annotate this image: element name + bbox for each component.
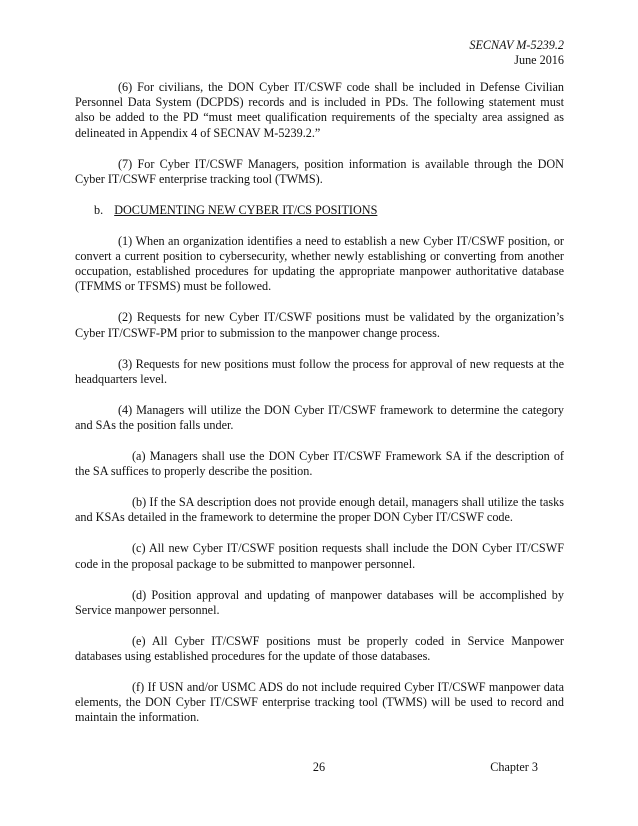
subparagraph-e: (e) All Cyber IT/CSWF positions must be properly coded in Service Manpower databases using established procedures for the update of those databases. [75,633,564,664]
section-b-heading [75,203,564,218]
subparagraph-c: (c) All new Cyber IT/CSWF position requests shall include the DON Cyber IT/CSWF code in the proposal package to be submitted to manpower personnel. [75,541,564,571]
document-id: SECNAV M-5239.2 [469,38,564,52]
paragraph-b-3: (3) Requests for new positions must follow the process for approval of new requests at the headquarters level. [75,356,564,386]
document-date: June 2016 [514,53,564,67]
subparagraph-b: (b) If the SA description does not provide enough detail, managers shall utilize the tasks and KSAs detailed in the framework to determine the proper DON Cyber IT/CSWF code. [75,495,564,525]
document-body [75,80,564,741]
subparagraph-d: (d) Position approval and updating of manpower databases will be accomplished by Service manpower personnel. [75,587,564,617]
paragraph-7: (7) For Cyber IT/CSWF Managers, position information is available through the DON Cyber IT/CSWF enterprise tracking tool (TWMS). [75,156,564,186]
page-number: 26 [312,760,326,774]
chapter-label: Chapter 3 [490,760,538,774]
subparagraph-a: (a) Managers shall use the DON Cyber IT/CSWF Framework SA if the description of the SA suffices to properly describe the position. [75,449,564,479]
subparagraph-f: (f) If USN and/or USMC ADS do not include required Cyber IT/CSWF manpower data elements, the DON Cyber IT/CSWF enterprise tracking tool (TWMS) will be used to record and maintain the information. [75,680,564,725]
paragraph-b-1: (1) When an organization identifies a need to establish a new Cyber IT/CSWF position, or convert a current position to cybersecurity, whether newly establishing or converting from another occupation, established procedures for updating the appropriate manpower authoritative database (TFMMS or TFSMS) must be followed. [75,233,564,294]
paragraph-b-4: (4) Managers will utilize the DON Cyber IT/CSWF framework to determine the category and SAs the position falls under. [75,402,564,433]
paragraph-b-2: (2) Requests for new Cyber IT/CSWF positions must be validated by the organization’s Cyber IT/CSWF-PM prior to submission to the manpower change process. [75,310,564,340]
section-title: DOCUMENTING NEW CYBER IT/CS POSITIONS [114,202,378,217]
page-header [469,38,564,68]
paragraph-6: (6) For civilians, the DON Cyber IT/CSWF code shall be included in Defense Civilian Personnel Data System (DCPDS) records and is included in PDs. The following statement must also be added to the PD “must meet qualification requirements of the specialty area assigned as delineated in Appendix 4 of SECNAV M-5239.2.” [75,80,564,140]
section-letter: b. [94,202,104,217]
